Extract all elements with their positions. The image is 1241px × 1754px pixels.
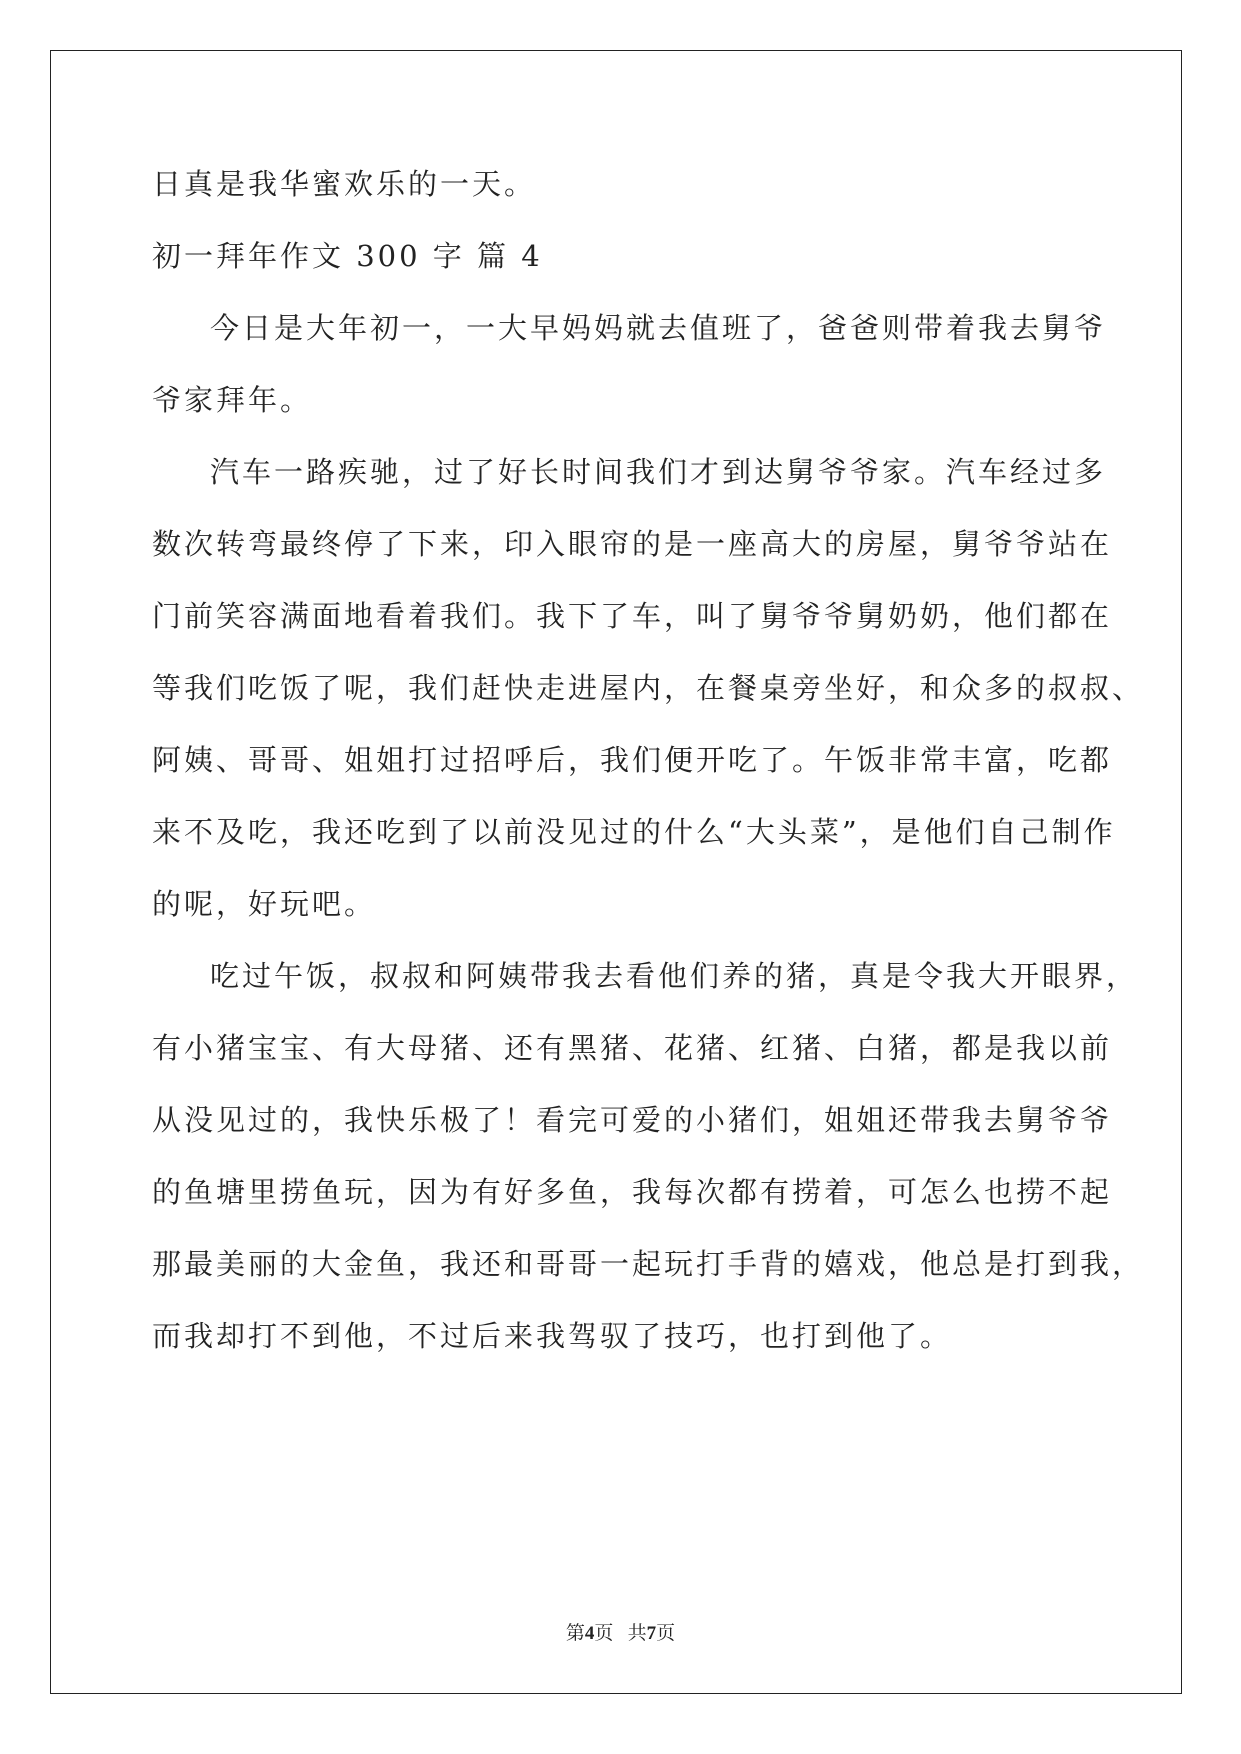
paragraph-line: 有小猪宝宝、有大母猪、还有黑猪、花猪、红猪、白猪，都是我以前	[152, 1031, 1113, 1065]
footer-total-pages: 7	[646, 1623, 657, 1644]
paragraph-line: 的呢，好玩吧。	[152, 887, 377, 921]
footer-current-page: 4	[584, 1623, 595, 1644]
paragraph-line: 而我却打不到他，不过后来我驾驭了技巧，也打到他了。	[152, 1319, 953, 1353]
footer-mid: 页 共	[594, 1623, 647, 1644]
paragraph-line: 数次转弯最终停了下来，印入眼帘的是一座高大的房屋，舅爷爷站在	[152, 527, 1113, 561]
paragraph-line: 门前笑容满面地看着我们。我下了车，叫了舅爷爷舅奶奶，他们都在	[152, 599, 1113, 633]
paragraph-line: 阿姨、哥哥、姐姐打过招呼后，我们便开吃了。午饭非常丰富，吃都	[152, 743, 1113, 777]
paragraph-line: 的鱼塘里捞鱼玩，因为有好多鱼，我每次都有捞着，可怎么也捞不起	[152, 1175, 1113, 1209]
page-footer	[0, 1618, 1241, 1645]
paragraph-line: 等我们吃饭了呢，我们赶快走进屋内，在餐桌旁坐好，和众多的叔叔、	[152, 671, 1145, 705]
paragraph-line: 来不及吃，我还吃到了以前没见过的什么“大头菜”，是他们自己制作	[152, 815, 1116, 849]
footer-prefix: 第	[565, 1623, 585, 1644]
footer-suffix: 页	[656, 1623, 676, 1644]
text-line: 日真是我华蜜欢乐的一天。	[152, 167, 537, 201]
paragraph-line: 那最美丽的大金鱼，我还和哥哥一起玩打手背的嬉戏，他总是打到我，	[152, 1247, 1145, 1281]
paragraph-line: 从没见过的，我快乐极了！看完可爱的小猪们，姐姐还带我去舅爷爷	[152, 1103, 1113, 1137]
page-border	[50, 50, 1182, 1694]
paragraph-line: 吃过午饭，叔叔和阿姨带我去看他们养的猪，真是令我大开眼界，	[210, 959, 1139, 993]
paragraph-line: 今日是大年初一，一大早妈妈就去值班了，爸爸则带着我去舅爷	[210, 311, 1107, 345]
paragraph-line: 爷家拜年。	[152, 383, 313, 417]
paragraph-line: 汽车一路疾驰，过了好长时间我们才到达舅爷爷家。汽车经过多	[210, 455, 1107, 489]
section-heading: 初一拜年作文 300 字 篇 4	[152, 239, 543, 273]
